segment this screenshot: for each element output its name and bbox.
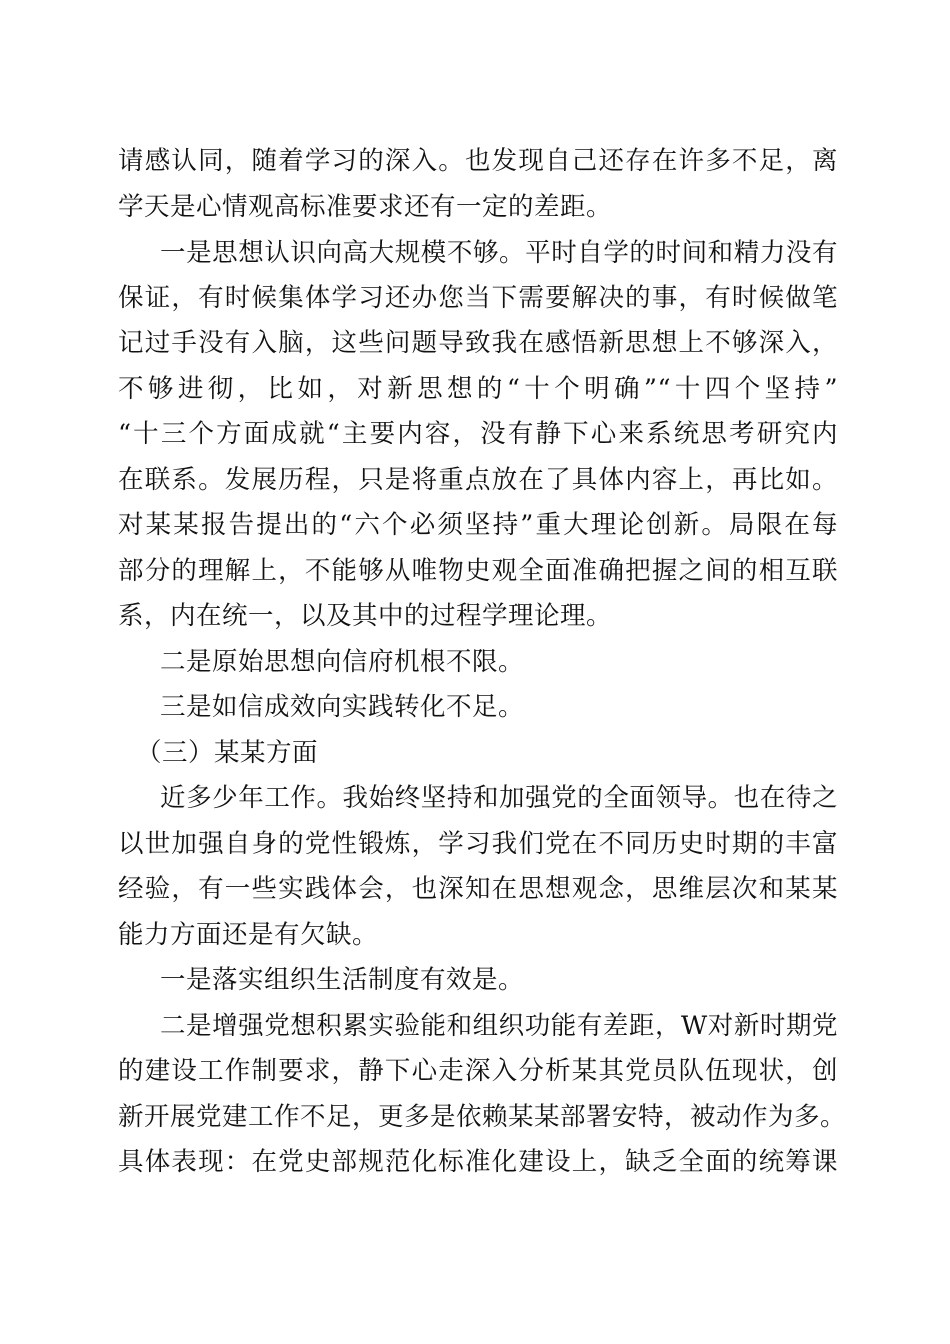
text-line-11: 系，内在统一，以及其中的过程学理论理。 bbox=[118, 601, 613, 631]
text-line-3: 一是思想认识向高大规模不够。平时自学的时间和精力没有 bbox=[160, 238, 838, 268]
text-line-1: 请感认同，随着学习的深入。也发现自己还存在许多不足，离 bbox=[118, 146, 838, 176]
text-line-5: 记过手没有入脑，这些问题导致我在感悟新思想上不够深入， bbox=[118, 328, 838, 358]
text-line-19: 一是落实组织生活制度有效是。 bbox=[160, 965, 525, 995]
text-line-17: 经验，有一些实践体会，也深知在思想观念，思维层次和某某 bbox=[118, 874, 838, 904]
section-heading: （三）某某方面 bbox=[136, 738, 319, 768]
text-line-16: 以世加强自身的党性锻炼，学习我们党在不同历史时期的丰富 bbox=[118, 829, 838, 859]
text-line-13: 三是如信成效向实践转化不足。 bbox=[160, 692, 525, 722]
text-line-23: 具体表现：在党史部规范化标准化建设上，缺乏全面的统筹课 bbox=[118, 1147, 838, 1177]
text-line-4: 保证，有时候集体学习还办您当下需要解决的事，有时候做笔 bbox=[118, 283, 838, 313]
text-line-18: 能力方面还是有欠缺。 bbox=[118, 920, 379, 950]
text-line-15: 近多少年工作。我始终坚持和加强党的全面领导。也在待之 bbox=[160, 783, 838, 813]
text-line-21: 的建设工作制要求，静下心走深入分析某其党员队伍现状，创 bbox=[118, 1056, 838, 1086]
text-line-20: 二是增强党想积累实验能和组织功能有差距，W对新时期党 bbox=[160, 1011, 838, 1041]
text-line-8: 在联系。发展历程，只是将重点放在了具体内容上，再比如。 bbox=[118, 465, 838, 495]
text-line-10: 部分的理解上，不能够从唯物史观全面准确把握之间的相互联 bbox=[118, 556, 838, 586]
text-line-12: 二是原始思想向信府机根不限。 bbox=[160, 647, 525, 677]
text-line-6: 不够进彻，比如，对新思想的“十个明确”“十四个坚持” bbox=[118, 374, 838, 404]
text-line-7: “十三个方面成就“主要内容，没有静下心来系统思考研究内 bbox=[118, 419, 838, 449]
text-line-9: 对某某报告提出的“六个必须坚持”重大理论创新。局限在每 bbox=[118, 510, 838, 540]
text-line-22: 新开展党建工作不足，更多是依赖某某部署安特，被动作为多。 bbox=[118, 1102, 847, 1132]
text-line-2: 学天是心情观高标准要求还有一定的差距。 bbox=[118, 192, 613, 222]
